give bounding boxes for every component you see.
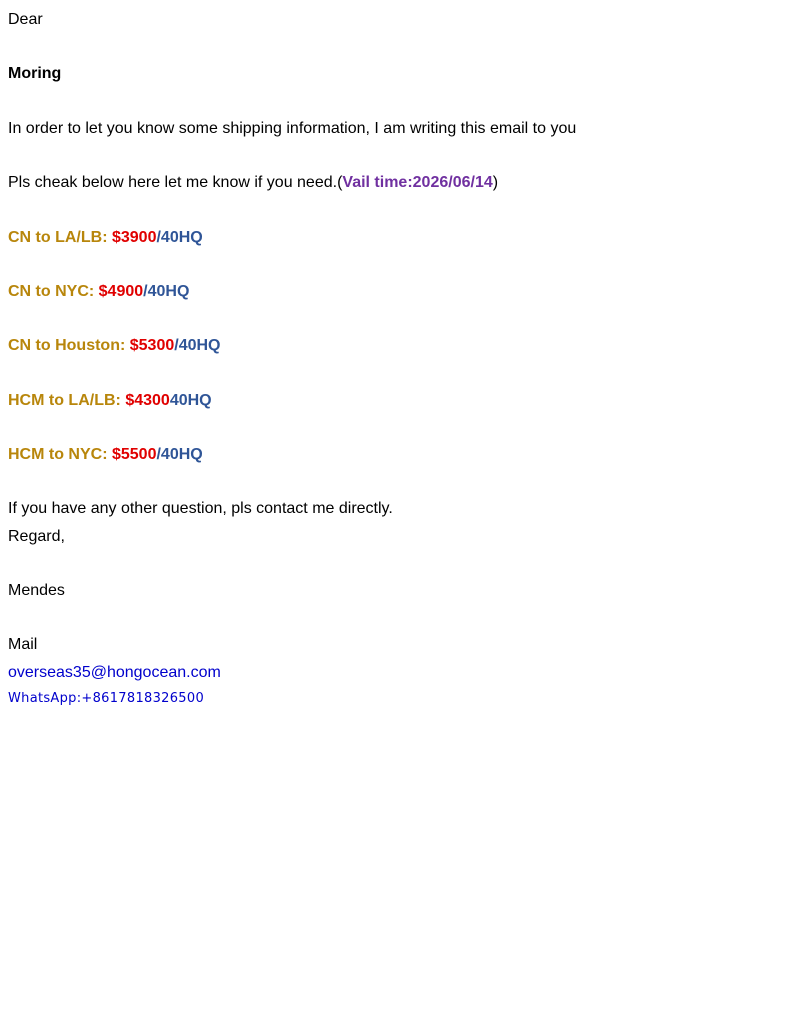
rate-line xyxy=(8,336,221,356)
rate-price: $5300 xyxy=(129,337,175,354)
intro-paragraph: In order to let you know some shipping information, I am writing this email to you xyxy=(8,120,577,137)
closing-text: If you have any other question, pls contact me directly. xyxy=(8,500,393,517)
rate-price: $3900 xyxy=(111,229,157,246)
email-line xyxy=(8,663,221,683)
mail-label: Mail xyxy=(8,636,38,653)
signature-name: Mendes xyxy=(8,582,65,599)
email-link[interactable]: overseas35@hongocean.com xyxy=(8,664,221,681)
rate-unit: /40HQ xyxy=(174,337,221,354)
rate-unit: /40HQ xyxy=(156,446,203,463)
greeting: Dear xyxy=(8,11,43,28)
salutation: Moring xyxy=(8,65,62,82)
rate-route: CN to Houston: xyxy=(8,337,130,354)
notice-text: Pls cheak below here let me know if you need.( xyxy=(8,174,343,191)
rate-unit: 40HQ xyxy=(169,392,212,409)
rate-line xyxy=(8,445,203,465)
rate-route: CN to LA/LB: xyxy=(8,229,112,246)
vail-date: 2026/06/14 xyxy=(412,174,493,191)
rate-price: $5500 xyxy=(111,446,157,463)
rate-unit: /40HQ xyxy=(156,229,203,246)
notice-close: ) xyxy=(492,174,499,191)
rate-line xyxy=(8,282,189,302)
regard-text: Regard, xyxy=(8,528,65,545)
rate-unit: /40HQ xyxy=(143,283,190,300)
rate-line xyxy=(8,228,203,248)
vail-label: Vail time: xyxy=(342,174,413,191)
rate-price: $4900 xyxy=(98,283,144,300)
rate-price: $4300 xyxy=(125,392,170,409)
whatsapp-contact: WhatsApp:+8617818326500 xyxy=(8,691,205,706)
rate-line xyxy=(8,391,212,411)
rate-route: HCM to NYC: xyxy=(8,446,112,463)
rate-route: HCM to LA/LB: xyxy=(8,392,126,409)
rate-route: CN to NYC: xyxy=(8,283,99,300)
notice-line xyxy=(8,173,498,193)
